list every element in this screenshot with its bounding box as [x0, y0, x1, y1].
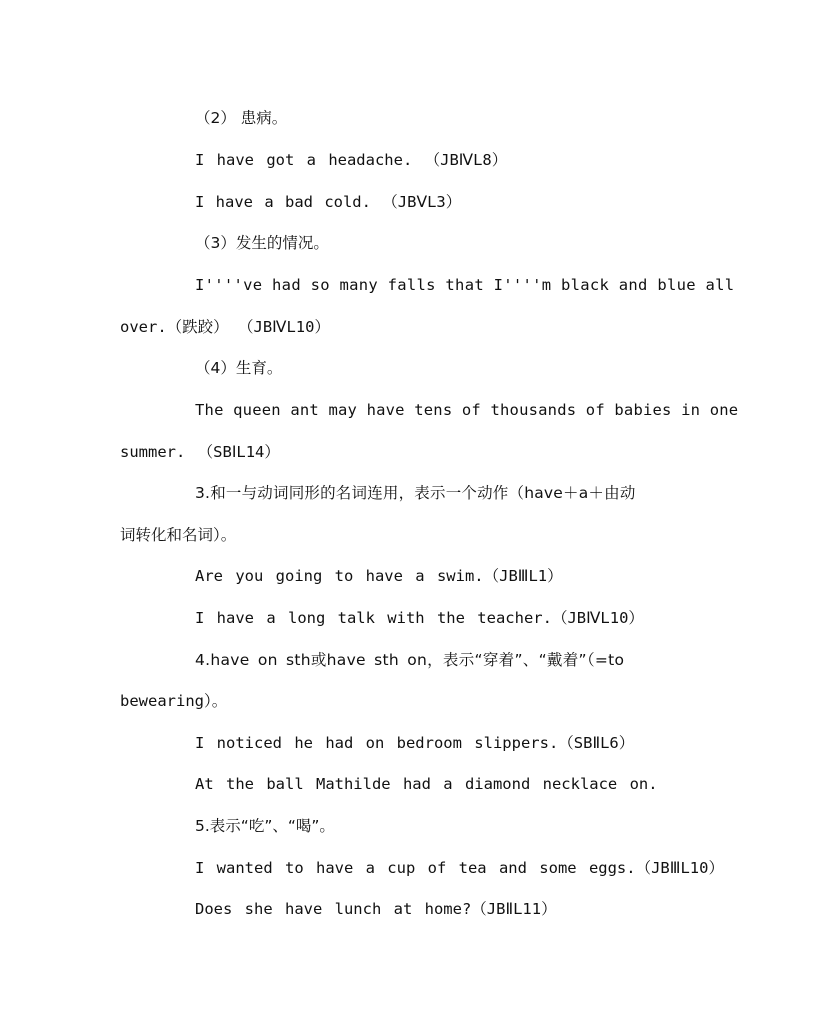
example-swim: Are you going to have a swim.（JBⅢL1） [195, 567, 563, 585]
example-falls-line2: over.（跌跤） （JBⅣL10） [120, 318, 330, 336]
example-necklace: At the ball Mathilde had a diamond necklace on. [195, 775, 658, 793]
point-4-line2: bewearing）。 [120, 692, 228, 710]
example-lunch: Does she have lunch at home?（JBⅡL11） [195, 900, 557, 918]
example-headache: I have got a headache. （JBⅣL8） [195, 151, 508, 169]
example-long-talk: I have a long talk with the teacher.（JBⅣL10） [195, 609, 644, 627]
subheading-illness: （2） 患病。 [195, 109, 288, 127]
example-bad-cold: I have a bad cold. （JBⅤL3） [195, 193, 462, 211]
example-slippers: I noticed he had on bedroom slippers.（SBⅡL6） [195, 734, 635, 752]
example-falls-line1: I''''ve had so many falls that I''''m black and blue all [195, 276, 735, 294]
subheading-birth: （4）生育。 [195, 359, 283, 377]
point-3-line1: 3.和一与动词同形的名词连用，表示一个动作（have＋a＋由动 [195, 484, 636, 502]
point-5: 5.表示“吃”、“喝”。 [195, 817, 335, 835]
point-4-line1: 4.have on sth或have sth on，表示“穿着”、“戴着”（=to [195, 651, 625, 669]
example-tea-eggs: I wanted to have a cup of tea and some eggs.（JBⅢL10） [195, 859, 724, 877]
example-queen-ant-line1: The queen ant may have tens of thousands of babies in one [195, 401, 739, 419]
subheading-situation: （3）发生的情况。 [195, 234, 329, 252]
example-queen-ant-line2: summer. （SBⅠL14） [120, 443, 280, 461]
point-3-line2: 词转化和名词）。 [120, 526, 237, 544]
